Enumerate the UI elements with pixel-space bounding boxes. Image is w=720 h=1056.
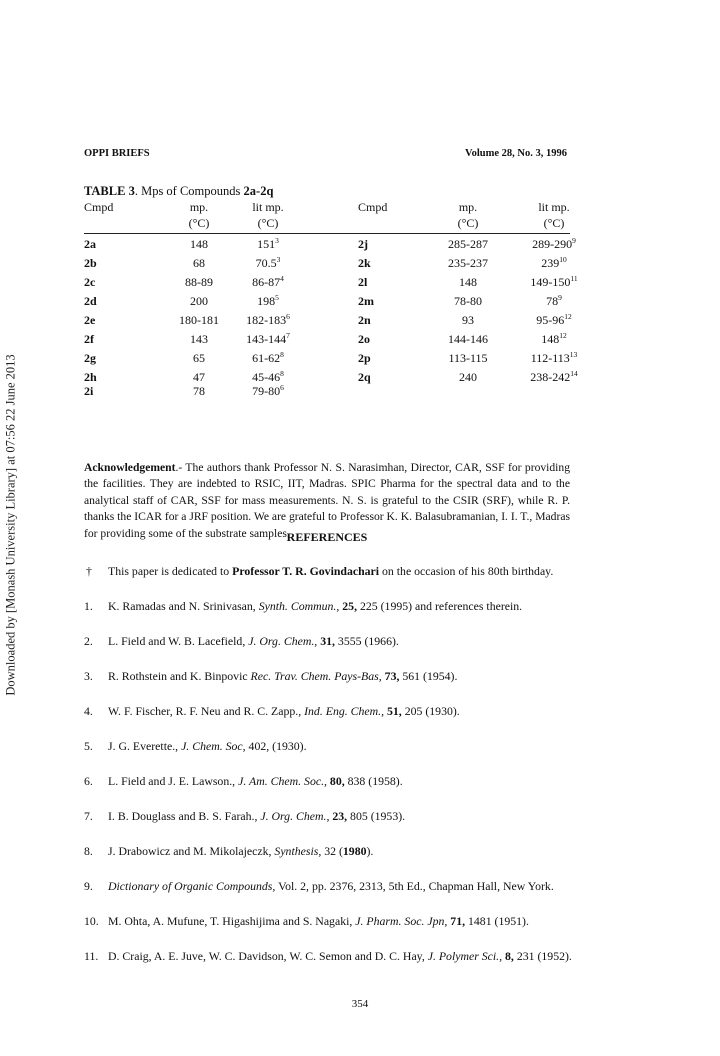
cell-lit-mp-2-value: 78: [546, 294, 559, 308]
reference-volume: 73,: [381, 669, 400, 683]
dedication-pre: This paper is dedicated to: [108, 564, 233, 578]
table-row: [84, 256, 570, 275]
reference-rest: 231 (1952).: [513, 949, 572, 963]
table-row: [84, 313, 570, 332]
reference-authors: W. F. Fischer, R. F. Neu and R. C. Zapp.,: [108, 704, 305, 718]
cell-cmpd: 2g: [84, 351, 96, 365]
table-title-text: . Mps of Compounds: [134, 184, 244, 198]
references-list: [84, 563, 574, 983]
cell-mp: 143: [190, 332, 208, 346]
cell-lit-mp: [252, 384, 284, 399]
col-header-mp-2: mp.: [458, 200, 478, 214]
cell-lit-mp-2-value: 239: [541, 256, 560, 270]
cell-lit-mp-value: 198: [257, 294, 276, 308]
cell-lit-mp-2: [536, 313, 572, 328]
cell-lit-mp: [257, 237, 279, 252]
cell-lit-mp-ref: 8: [280, 369, 284, 378]
cell-cmpd-2: 2k: [358, 256, 371, 270]
reference-journal: J. Org. Chem.,: [248, 634, 318, 648]
reference-number: 11.: [84, 949, 99, 963]
cell-cmpd-2: 2p: [358, 351, 371, 365]
reference-journal: Rec. Trav. Chem. Pays-Bas,: [250, 669, 382, 683]
cell-lit-mp: [256, 256, 281, 271]
table-row: [84, 369, 578, 384]
cell-cmpd: 2d: [84, 294, 97, 308]
cell-lit-mp-2: [530, 370, 578, 385]
cell-lit-mp-ref: 7: [286, 331, 290, 340]
unit-mp-2: (°C): [457, 216, 479, 230]
cell-lit-mp-value: 61-62: [252, 351, 281, 365]
col-header-mp: mp.: [189, 200, 209, 214]
reference-rest: 205 (1930).: [401, 704, 460, 718]
cell-cmpd-2: 2l: [358, 275, 368, 289]
cell-cmpd: 2h: [84, 370, 97, 384]
col-header-lit-mp: lit mp.: [252, 200, 284, 214]
reference-rest-end: ).: [366, 844, 374, 858]
cell-lit-mp-2-ref: 14: [570, 369, 578, 378]
cell-lit-mp-2-value: 289-290: [532, 237, 573, 251]
running-header-right: Volume 28, No. 3, 1996: [465, 148, 567, 159]
table-rule: [84, 233, 570, 234]
reference-volume: 31,: [317, 634, 335, 648]
cell-lit-mp-value: 143-144: [246, 332, 287, 346]
reference-authors: L. Field and W. B. Lacefield,: [108, 634, 249, 648]
reference-number: 7.: [84, 809, 93, 823]
cell-cmpd-2: 2n: [358, 313, 371, 327]
reference-item: [84, 668, 574, 684]
reference-number: 3.: [84, 669, 93, 683]
reference-rest: 402, (1930).: [245, 739, 307, 753]
cell-lit-mp-2-ref: 13: [569, 350, 578, 359]
cell-mp: 180-181: [179, 313, 219, 327]
col-header-cmpd: Cmpd: [84, 200, 114, 214]
reference-volume: 8,: [502, 949, 514, 963]
cell-lit-mp-2: [531, 351, 578, 366]
reference-rest: 1481 (1951).: [465, 914, 529, 928]
reference-item: [84, 808, 574, 824]
reference-volume: 51,: [384, 704, 402, 718]
reference-authors: D. Craig, A. E. Juve, W. C. Davidson, W. C. Semon and D. C. Hay,: [108, 949, 428, 963]
melting-points-table: [84, 200, 578, 403]
cell-lit-mp-ref: 8: [280, 350, 284, 359]
download-watermark: [2, 345, 20, 705]
reference-journal: Synthesis,: [274, 844, 322, 858]
table-title: [84, 184, 273, 199]
cell-lit-mp-value: 70.5: [255, 256, 277, 270]
table-row: [84, 332, 570, 351]
unit-lit-mp: (°C): [257, 216, 279, 230]
reference-item: [84, 633, 574, 649]
cell-lit-mp: [246, 313, 290, 328]
cell-cmpd: 2c: [84, 275, 96, 289]
cell-mp: 78: [193, 384, 205, 398]
dedication-note: [84, 563, 574, 579]
table-body: [84, 236, 578, 403]
unit-mp: (°C): [188, 216, 210, 230]
cell-cmpd-2: 2m: [358, 294, 374, 308]
reference-journal: Synth. Commun.,: [258, 599, 340, 613]
cell-cmpd: 2i: [84, 384, 94, 398]
reference-rest: 3555 (1966).: [334, 634, 399, 648]
table-row: [84, 236, 576, 256]
cell-lit-mp-2-ref: 11: [570, 274, 578, 283]
reference-volume: 80,: [326, 774, 345, 788]
reference-authors: J. Drabowicz and M. Mikolajeczk,: [108, 844, 275, 858]
cell-cmpd-2: 2o: [358, 332, 370, 346]
cell-mp: 148: [190, 237, 208, 251]
cell-mp-2: 144-146: [448, 332, 488, 346]
references-title: REFERENCES: [286, 530, 368, 544]
cell-lit-mp-2-value: 149-150: [530, 275, 571, 289]
page-number: 354: [351, 998, 369, 1010]
cell-mp-2: 285-287: [448, 237, 488, 251]
reference-item: [84, 878, 574, 894]
reference-item: [84, 843, 574, 859]
cell-mp: 47: [193, 370, 205, 384]
reference-number: 5.: [84, 739, 93, 753]
reference-year-bold: 1980: [342, 844, 367, 858]
cell-cmpd: 2e: [84, 313, 96, 327]
reference-journal: J. Polymer Sci.,: [427, 949, 503, 963]
reference-number: 4.: [84, 704, 93, 718]
reference-number: 8.: [84, 844, 93, 858]
dagger-mark: †: [86, 564, 92, 578]
cell-lit-mp-ref: 6: [280, 383, 284, 392]
cell-mp-2: 148: [459, 275, 477, 289]
reference-journal: Dictionary of Organic Compounds,: [108, 879, 276, 893]
cell-lit-mp-2-value: 95-96: [536, 313, 565, 327]
cell-lit-mp: [257, 294, 279, 309]
reference-rest: 838 (1958).: [344, 774, 403, 788]
cell-lit-mp-ref: 5: [275, 293, 279, 302]
cell-mp-2: 93: [462, 313, 474, 327]
reference-authors: R. Rothstein and K. Binpovic: [108, 669, 251, 683]
reference-authors: J. G. Everette.,: [108, 739, 182, 753]
cell-lit-mp-2: [541, 332, 567, 347]
acknowledgement-text: .- The authors thank Professor N. S. Narasimhan, Director, CAR, SSF for providing the facilities. They are indebted to RSIC, IIT, Madras. SPIC Pharma for the spectral data and to the analytical staff of CAR, SSF for mass measurements. N. S. is grateful to the CSIR (SRF), while R. P. thanks the ICAR for a JRF position. We are grateful to Professor K. K. Balasubramanian, I. I. T., Madras for providing some of the substrate samples.: [84, 461, 570, 540]
reference-number: 1.: [84, 599, 93, 613]
reference-authors: I. B. Douglass and B. S. Farah.,: [108, 809, 261, 823]
cell-lit-mp-2-ref: 12: [564, 312, 572, 321]
table-row: [84, 294, 570, 313]
table-header-row: [84, 200, 570, 216]
cell-lit-mp-value: 182-183: [246, 313, 287, 327]
download-watermark-text: Downloaded by [Monash University Library] at 07:56 22 June 2013: [3, 354, 18, 696]
cell-lit-mp-2-ref: 9: [558, 293, 562, 302]
table-title-label: TABLE 3: [84, 184, 135, 198]
reference-volume: 23,: [329, 809, 348, 823]
cell-lit-mp-value: 45-46: [252, 370, 281, 384]
table-unit-row: [84, 216, 570, 232]
cell-lit-mp: [246, 332, 290, 347]
reference-rest: 32 (: [321, 844, 343, 858]
reference-journal: J. Am. Chem. Soc.,: [238, 774, 327, 788]
cell-mp: 65: [193, 351, 205, 365]
reference-authors: L. Field and J. E. Lawson.,: [108, 774, 239, 788]
cell-cmpd: 2a: [84, 237, 96, 251]
cell-mp: 68: [193, 256, 205, 270]
reference-number: 2.: [84, 634, 93, 648]
cell-lit-mp-2: [541, 256, 567, 271]
cell-mp-2: 235-237: [448, 256, 488, 270]
cell-lit-mp-value: 86-87: [252, 275, 281, 289]
table-row: [84, 384, 570, 403]
running-header-left: OPPI BRIEFS: [84, 148, 150, 159]
reference-item: [84, 948, 574, 964]
cell-lit-mp-ref: 3: [276, 255, 281, 264]
reference-journal: J. Chem. Soc,: [181, 739, 246, 753]
reference-journal: J. Pharm. Soc. Jpn,: [355, 914, 448, 928]
cell-lit-mp-value: 79-80: [252, 384, 281, 398]
cell-mp: 88-89: [185, 275, 213, 289]
cell-lit-mp: [252, 370, 284, 385]
reference-item: [84, 738, 574, 754]
cell-lit-mp-2-value: 112-113: [530, 351, 570, 365]
reference-journal: Ind. Eng. Chem.,: [304, 704, 385, 718]
reference-item: [84, 773, 574, 789]
reference-number: 9.: [84, 879, 93, 893]
cell-lit-mp-ref: 6: [286, 312, 290, 321]
cell-mp-2: 113-115: [448, 351, 488, 365]
cell-lit-mp-2: [530, 275, 577, 290]
cell-cmpd-2: 2j: [358, 237, 368, 251]
reference-item: [84, 913, 574, 929]
cell-cmpd-2: 2q: [358, 370, 371, 384]
reference-item: [84, 703, 574, 719]
cell-lit-mp: [252, 275, 284, 290]
cell-lit-mp-2-ref: 10: [559, 255, 567, 264]
reference-volume: 25,: [339, 599, 358, 613]
cell-lit-mp-2: [546, 294, 562, 309]
reference-item: [84, 598, 574, 614]
cell-lit-mp-2-ref: 9: [572, 236, 576, 245]
cell-lit-mp-2-value: 148: [541, 332, 560, 346]
unit-lit-mp-2: (°C): [543, 216, 565, 230]
cell-cmpd: 2b: [84, 256, 97, 270]
reference-volume: 71,: [447, 914, 466, 928]
cell-lit-mp-value: 151: [257, 237, 276, 251]
cell-lit-mp: [252, 351, 284, 366]
col-header-cmpd-2: Cmpd: [358, 200, 388, 214]
cell-lit-mp-2: [532, 237, 576, 252]
cell-lit-mp-ref: 3: [275, 236, 279, 245]
cell-lit-mp-ref: 4: [280, 274, 284, 283]
cell-mp-2: 240: [459, 370, 477, 384]
acknowledgement-label: Acknowledgement: [84, 461, 176, 474]
reference-journal: J. Org. Chem.,: [260, 809, 330, 823]
dedication-post: on the occasion of his 80th birthday.: [379, 564, 554, 578]
cell-mp-2: 78-80: [454, 294, 482, 308]
col-header-lit-mp-2: lit mp.: [538, 200, 570, 214]
reference-rest: 225 (1995) and references therein.: [357, 599, 523, 613]
dedication-name: Professor T. R. Govindachari: [232, 564, 380, 578]
reference-rest: Vol. 2, pp. 2376, 2313, 5th Ed., Chapman Hall, New York.: [275, 879, 554, 893]
reference-number: 6.: [84, 774, 93, 788]
reference-number: 10.: [84, 914, 99, 928]
cell-lit-mp-2-ref: 12: [559, 331, 567, 340]
reference-rest: 561 (1954).: [399, 669, 458, 683]
table-row: [84, 274, 578, 294]
table-title-compounds: 2a-2q: [243, 184, 274, 198]
cell-cmpd: 2f: [84, 332, 94, 346]
cell-mp: 200: [190, 294, 208, 308]
reference-authors: M. Ohta, A. Mufune, T. Higashijima and S. Nagaki,: [108, 914, 356, 928]
cell-lit-mp-2-value: 238-242: [530, 370, 571, 384]
reference-rest: 805 (1953).: [347, 809, 406, 823]
table-row: [84, 350, 578, 370]
reference-authors: K. Ramadas and N. Srinivasan,: [108, 599, 259, 613]
